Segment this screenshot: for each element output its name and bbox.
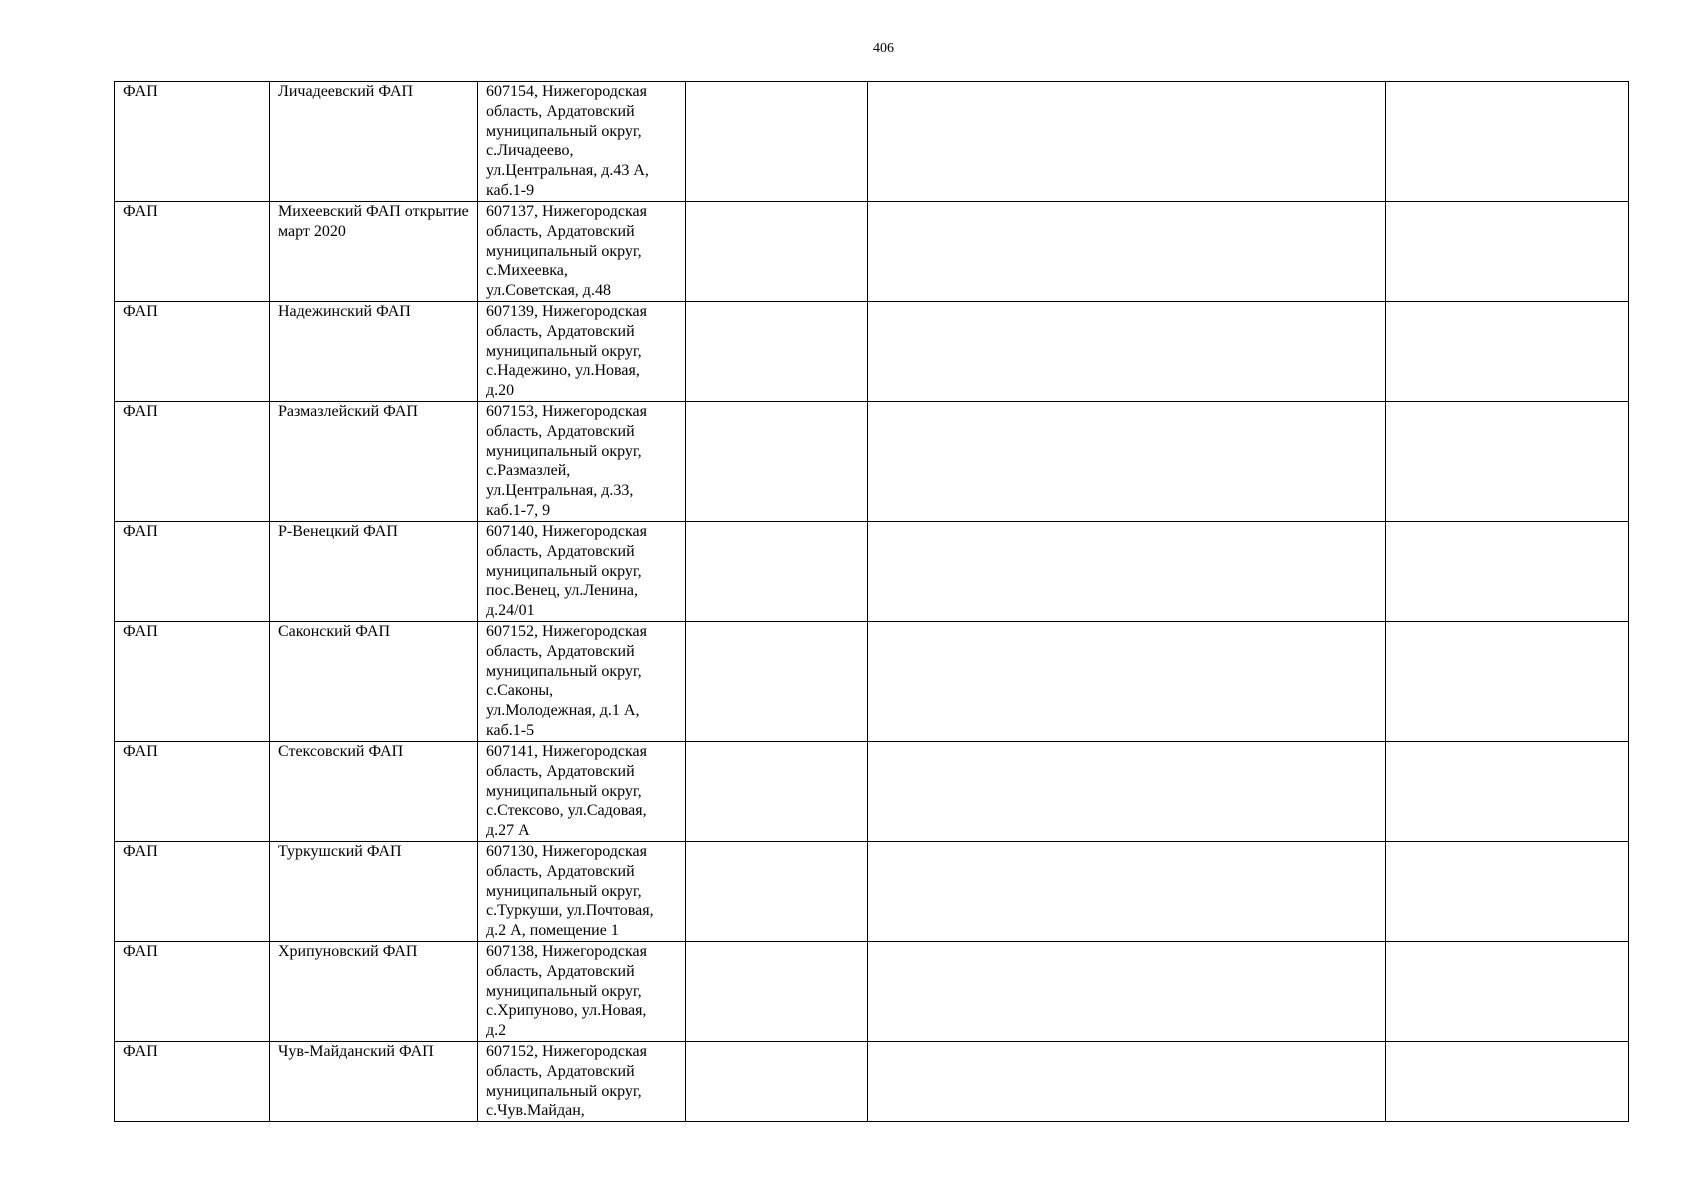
address-line: ул.Центральная, д.43 А, xyxy=(486,162,649,180)
address-line: с.Туркуши, ул.Почтовая, xyxy=(486,902,654,920)
address-line: 607154, Нижегородская xyxy=(486,83,647,100)
facility-address-cell xyxy=(478,622,686,742)
table-row xyxy=(115,522,1629,622)
address-line: область, Ардатовский xyxy=(486,222,635,240)
address-line: муниципальный округ, xyxy=(486,122,642,140)
table-row xyxy=(115,302,1629,402)
address-line: область, Ардатовский xyxy=(486,422,635,440)
address-line: с.Стексово, ул.Садовая, xyxy=(486,802,647,820)
facility-type-cell: ФАП xyxy=(115,302,270,402)
empty-cell xyxy=(868,522,1386,622)
address-line: муниципальный округ, xyxy=(486,782,642,800)
address-line: каб.1-5 xyxy=(486,721,535,739)
empty-cell xyxy=(1386,842,1629,942)
empty-cell xyxy=(1386,942,1629,1042)
address-line: с.Саконы, xyxy=(486,682,554,700)
table-row xyxy=(115,742,1629,842)
address-line: 607138, Нижегородская xyxy=(486,943,647,960)
facility-address-cell xyxy=(478,302,686,402)
address-line: муниципальный округ, xyxy=(486,342,642,360)
facility-address-cell xyxy=(478,742,686,842)
facility-type-cell: ФАП xyxy=(115,82,270,202)
facility-type-cell: ФАП xyxy=(115,1042,270,1122)
table-row xyxy=(115,622,1629,742)
address-line: с.Хрипуново, ул.Новая, xyxy=(486,1002,647,1020)
address-line: 607140, Нижегородская xyxy=(486,523,647,540)
facility-address-cell xyxy=(478,522,686,622)
facility-address-cell xyxy=(478,82,686,202)
facility-name-cell: Р-Венецкий ФАП xyxy=(270,522,478,622)
address-line: муниципальный округ, xyxy=(486,662,642,680)
empty-cell xyxy=(868,742,1386,842)
page-number: 406 xyxy=(873,41,894,56)
facility-name-cell: Надежинский ФАП xyxy=(270,302,478,402)
address-line: область, Ардатовский xyxy=(486,322,635,340)
address-line: д.2 xyxy=(486,1022,507,1040)
facility-address-cell xyxy=(478,402,686,522)
address-line: область, Ардатовский xyxy=(486,1062,635,1080)
table-row xyxy=(115,202,1629,302)
address-line: 607137, Нижегородская xyxy=(486,203,647,220)
address-line: 607152, Нижегородская xyxy=(486,1043,647,1060)
address-line: каб.1-7, 9 xyxy=(486,501,551,519)
table-row xyxy=(115,942,1629,1042)
address-line: 607130, Нижегородская xyxy=(486,843,647,860)
empty-cell xyxy=(1386,402,1629,522)
empty-cell xyxy=(1386,202,1629,302)
empty-cell xyxy=(686,82,868,202)
address-line: муниципальный округ, xyxy=(486,442,642,460)
table-row xyxy=(115,1042,1629,1122)
table-row xyxy=(115,402,1629,522)
address-line: с.Михеевка, xyxy=(486,262,568,280)
facilities-table-body xyxy=(115,82,1629,1122)
empty-cell xyxy=(868,402,1386,522)
empty-cell xyxy=(686,1042,868,1122)
facilities-table xyxy=(114,81,1629,1122)
empty-cell xyxy=(686,742,868,842)
address-line: область, Ардатовский xyxy=(486,542,635,560)
empty-cell xyxy=(868,942,1386,1042)
facility-name-cell: Саконский ФАП xyxy=(270,622,478,742)
facility-type-cell: ФАП xyxy=(115,202,270,302)
empty-cell xyxy=(868,622,1386,742)
empty-cell xyxy=(1386,742,1629,842)
address-line: 607153, Нижегородская xyxy=(486,403,647,420)
address-line: д.2 А, помещение 1 xyxy=(486,922,619,940)
empty-cell xyxy=(686,402,868,522)
empty-cell xyxy=(1386,82,1629,202)
address-line: ул.Центральная, д.33, xyxy=(486,482,634,500)
empty-cell xyxy=(1386,302,1629,402)
address-line: 607139, Нижегородская xyxy=(486,303,647,320)
facility-name-cell: Михеевский ФАП открытие март 2020 xyxy=(270,202,478,302)
address-line: область, Ардатовский xyxy=(486,762,635,780)
address-line: с.Надежино, ул.Новая, xyxy=(486,362,640,380)
empty-cell xyxy=(1386,522,1629,622)
address-line: ул.Молодежная, д.1 А, xyxy=(486,702,640,720)
facility-name-cell: Личадеевский ФАП xyxy=(270,82,478,202)
facility-address-cell xyxy=(478,942,686,1042)
empty-cell xyxy=(868,202,1386,302)
empty-cell xyxy=(686,942,868,1042)
empty-cell xyxy=(686,522,868,622)
empty-cell xyxy=(868,82,1386,202)
address-line: д.20 xyxy=(486,382,515,400)
empty-cell xyxy=(868,302,1386,402)
address-line: область, Ардатовский xyxy=(486,642,635,660)
facility-name-cell: Чув-Майданский ФАП xyxy=(270,1042,478,1122)
facility-type-cell: ФАП xyxy=(115,622,270,742)
facility-address-cell xyxy=(478,842,686,942)
address-line: область, Ардатовский xyxy=(486,102,635,120)
address-line: д.27 А xyxy=(486,822,530,840)
facility-address-cell xyxy=(478,1042,686,1122)
facility-name-cell: Размазлейский ФАП xyxy=(270,402,478,522)
address-line: область, Ардатовский xyxy=(486,862,635,880)
address-line: с.Размазлей, xyxy=(486,462,571,480)
facility-type-cell: ФАП xyxy=(115,842,270,942)
empty-cell xyxy=(686,302,868,402)
facility-name-cell: Стексовский ФАП xyxy=(270,742,478,842)
facility-name-cell: Туркушский ФАП xyxy=(270,842,478,942)
address-line: пос.Венец, ул.Ленина, xyxy=(486,582,638,600)
facility-name-cell: Хрипуновский ФАП xyxy=(270,942,478,1042)
empty-cell xyxy=(686,622,868,742)
empty-cell xyxy=(1386,1042,1629,1122)
facility-type-cell: ФАП xyxy=(115,522,270,622)
address-line: д.24/01 xyxy=(486,602,535,620)
facility-type-cell: ФАП xyxy=(115,402,270,522)
address-line: с.Личадеево, xyxy=(486,142,574,160)
address-line: муниципальный округ, xyxy=(486,982,642,1000)
empty-cell xyxy=(868,842,1386,942)
address-line: 607141, Нижегородская xyxy=(486,743,647,760)
address-line: с.Чув.Майдан, xyxy=(486,1102,585,1120)
facility-address-cell xyxy=(478,202,686,302)
empty-cell xyxy=(1386,622,1629,742)
address-line: муниципальный округ, xyxy=(486,882,642,900)
empty-cell xyxy=(686,202,868,302)
address-line: область, Ардатовский xyxy=(486,962,635,980)
facility-type-cell: ФАП xyxy=(115,742,270,842)
address-line: 607152, Нижегородская xyxy=(486,623,647,640)
address-line: ул.Советская, д.48 xyxy=(486,282,611,300)
empty-cell xyxy=(868,1042,1386,1122)
address-line: муниципальный округ, xyxy=(486,1082,642,1100)
table-row xyxy=(115,842,1629,942)
address-line: муниципальный округ, xyxy=(486,562,642,580)
facility-type-cell: ФАП xyxy=(115,942,270,1042)
address-line: муниципальный округ, xyxy=(486,242,642,260)
table-row xyxy=(115,82,1629,202)
empty-cell xyxy=(686,842,868,942)
address-line: каб.1-9 xyxy=(486,181,535,199)
